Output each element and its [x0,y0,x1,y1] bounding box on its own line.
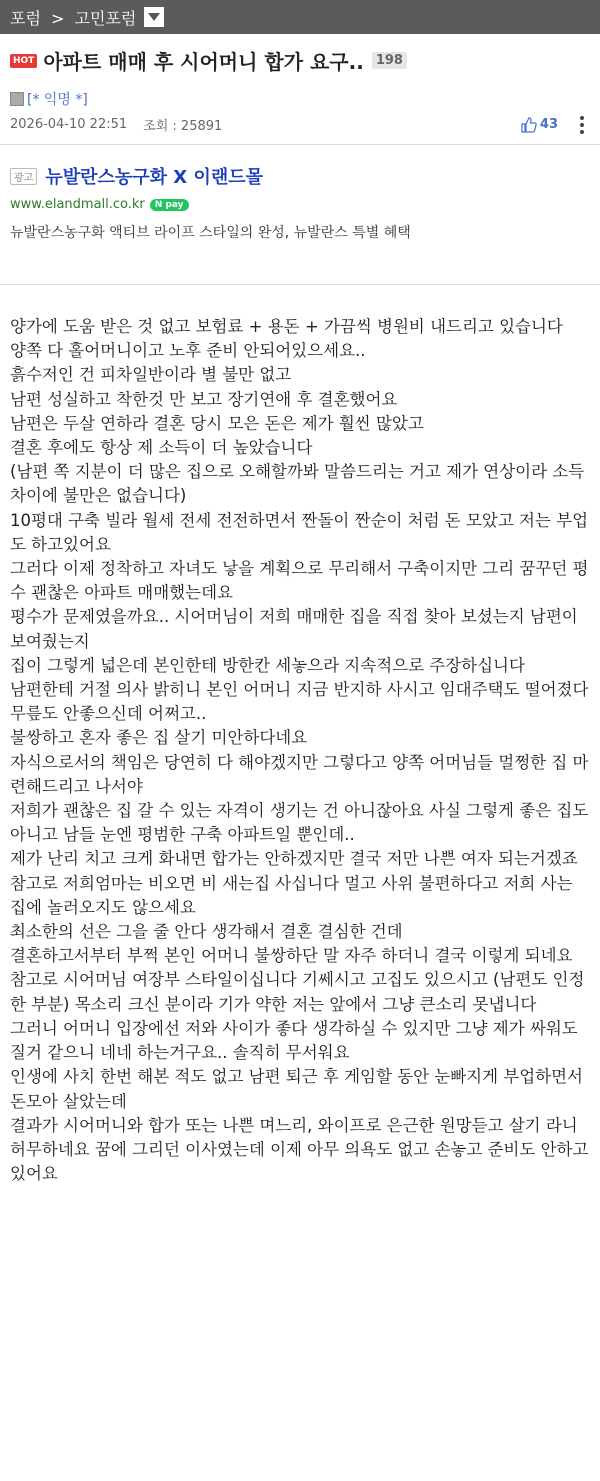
hot-badge: HOT [10,54,37,68]
thumbs-up-icon [521,117,537,133]
top-nav-bar [0,0,600,34]
post-body-line: 최소한의 선은 그을 줄 안다 생각해서 결혼 결심한 건데 [10,922,403,942]
ad-description: 뉴발란스농구화 액티브 라이프 스타일의 완성, 뉴발란스 특별 혜택 [10,225,411,241]
post-date: 2026-04-10 22:51 [10,117,128,132]
post-body-line: 결혼 후에도 항상 제 소득이 더 높았습니다 [10,438,313,458]
more-dot-icon [580,123,584,127]
post-body-line: 그러니 어머니 입장에선 저와 사이가 좋다 생각하실 수 있지만 그냥 제가 싸워도 질거 같으니 네네 하는거구요.. 솔직히 무서워요 [10,1018,578,1063]
post-body-line: 집이 그렇게 넓은데 본인한테 방한칸 세놓으라 지속적으로 주장하십니다 [10,655,525,675]
post-body-line: 결혼하고서부터 부쩍 본인 어머니 불쌍하단 말 자주 하더니 결국 이렇게 되네요 [10,946,573,966]
post-body-line: 결과가 시어머니와 합가 또는 나쁜 며느리, 와이프로 은근한 원망듣고 살기 라니 허무하네요 꿈에 그리던 이사였는데 이제 아무 의욕도 없고 손놓고 준비도 안하고 있어요 [10,1115,589,1184]
more-dot-icon [580,116,584,120]
post-body-line: 그러다 이제 정착하고 자녀도 낳을 계획으로 무리해서 구축이지만 그리 꿈꾸던 평수 괜찮은 아파트 매매했는데요 [10,559,589,603]
like-count: 43 [539,117,558,132]
post-body-line: 남편은 두살 연하라 결혼 당시 모은 돈은 제가 훨씬 많았고 [10,413,424,433]
breadcrumb-forum-link[interactable]: 포럼 [10,8,41,28]
post-body-line: 평수가 문제였을까요.. 시어머님이 저희 매매한 집을 직접 찾아 보셨는지 남편이 보여줬는지 [10,607,578,651]
post-body-line: 흙수저인 건 피차일반이라 별 불만 없고 [10,365,292,385]
post-body-line: 참고로 시어머님 여장부 스타일이십니다 기쎄시고 고집도 있으시고 (남편도 인정한 부분) 목소리 크신 분이라 기가 약한 저는 앞에서 그냥 큰소리 못냅니다 [10,970,585,1014]
post-body-line: 자식으로서의 책임은 당연히 다 해야겠지만 그렇다고 양쪽 어머님들 멀쩡한 집 마련해드리고 나서야 [10,752,589,796]
npay-badge: N pay [150,199,189,211]
comment-count-badge[interactable]: 198 [372,52,407,69]
post-body-line: 참고로 저희엄마는 비오면 비 새는집 사십니다 멀고 사위 불편하다고 저희 사는 집에 놀러오지도 않으세요 [10,873,573,917]
post-body-line: 10평대 구축 빌라 월세 전세 전전하면서 짠돌이 짠순이 처럼 돈 모았고 저는 부업도 하고있어요 [10,510,589,554]
like-button[interactable] [521,117,558,133]
post-header [0,34,600,145]
breadcrumb [10,6,136,29]
post-body-line: 양가에 도움 받은 것 없고 보험료 + 용돈 + 가끔씩 병원비 내드리고 있습니다 [10,317,563,336]
post-body-line: 남편 성실하고 착한것 만 보고 장기연애 후 결혼했어요 [10,389,398,409]
view-count: 조회 : 25891 [143,119,223,134]
post-body-line: 인생에 사치 한번 해본 적도 없고 남편 퇴근 후 게임할 동안 눈빠지게 부업하면서 돈모아 살았는데 [10,1067,583,1111]
avatar [10,92,24,106]
post-title: 아파트 매매 후 시어머니 합가 요구.. [43,50,364,74]
post-body [0,285,600,1186]
breadcrumb-separator: > [51,8,65,28]
breadcrumb-current[interactable]: 고민포럼 [74,8,137,28]
ad-badge: 광고 [10,168,37,185]
category-dropdown-button[interactable] [144,7,164,27]
caret-down-icon [148,13,160,21]
post-body-line: (남편 쪽 지분이 더 많은 집으로 오해할까봐 말씀드리는 거고 제가 연상이라 소득 차이에 불만은 없습니다) [10,462,585,506]
post-body-line: 남편한테 거절 의사 밝히니 본인 어머니 지금 반지하 사시고 임대주택도 떨어졌다 무릎도 안좋으신데 어쩌고.. [10,680,589,724]
ad-banner[interactable] [0,145,600,285]
ad-title-link[interactable]: 뉴발란스농구화 X 이랜드몰 [45,167,264,188]
post-body-line: 제가 난리 치고 크게 화내면 합가는 안하겠지만 결국 저만 나쁜 여자 되는거겠죠 [10,849,578,869]
ad-url-link[interactable]: www.elandmall.co.kr [10,197,145,212]
post-body-line: 양쪽 다 홀어머니이고 노후 준비 안되어있으세요.. [10,341,366,361]
author-name[interactable]: [* 익명 *] [27,92,88,108]
post-body-line: 저희가 괜찮은 집 갈 수 있는 자격이 생기는 건 아니잖아요 사실 그렇게 좋은 집도 아니고 남들 눈엔 평범한 구축 아파트일 뿐인데.. [10,801,589,845]
more-options-button[interactable] [580,116,584,134]
post-body-line: 불쌍하고 혼자 좋은 집 살기 미안하다네요 [10,728,308,748]
more-dot-icon [580,130,584,134]
